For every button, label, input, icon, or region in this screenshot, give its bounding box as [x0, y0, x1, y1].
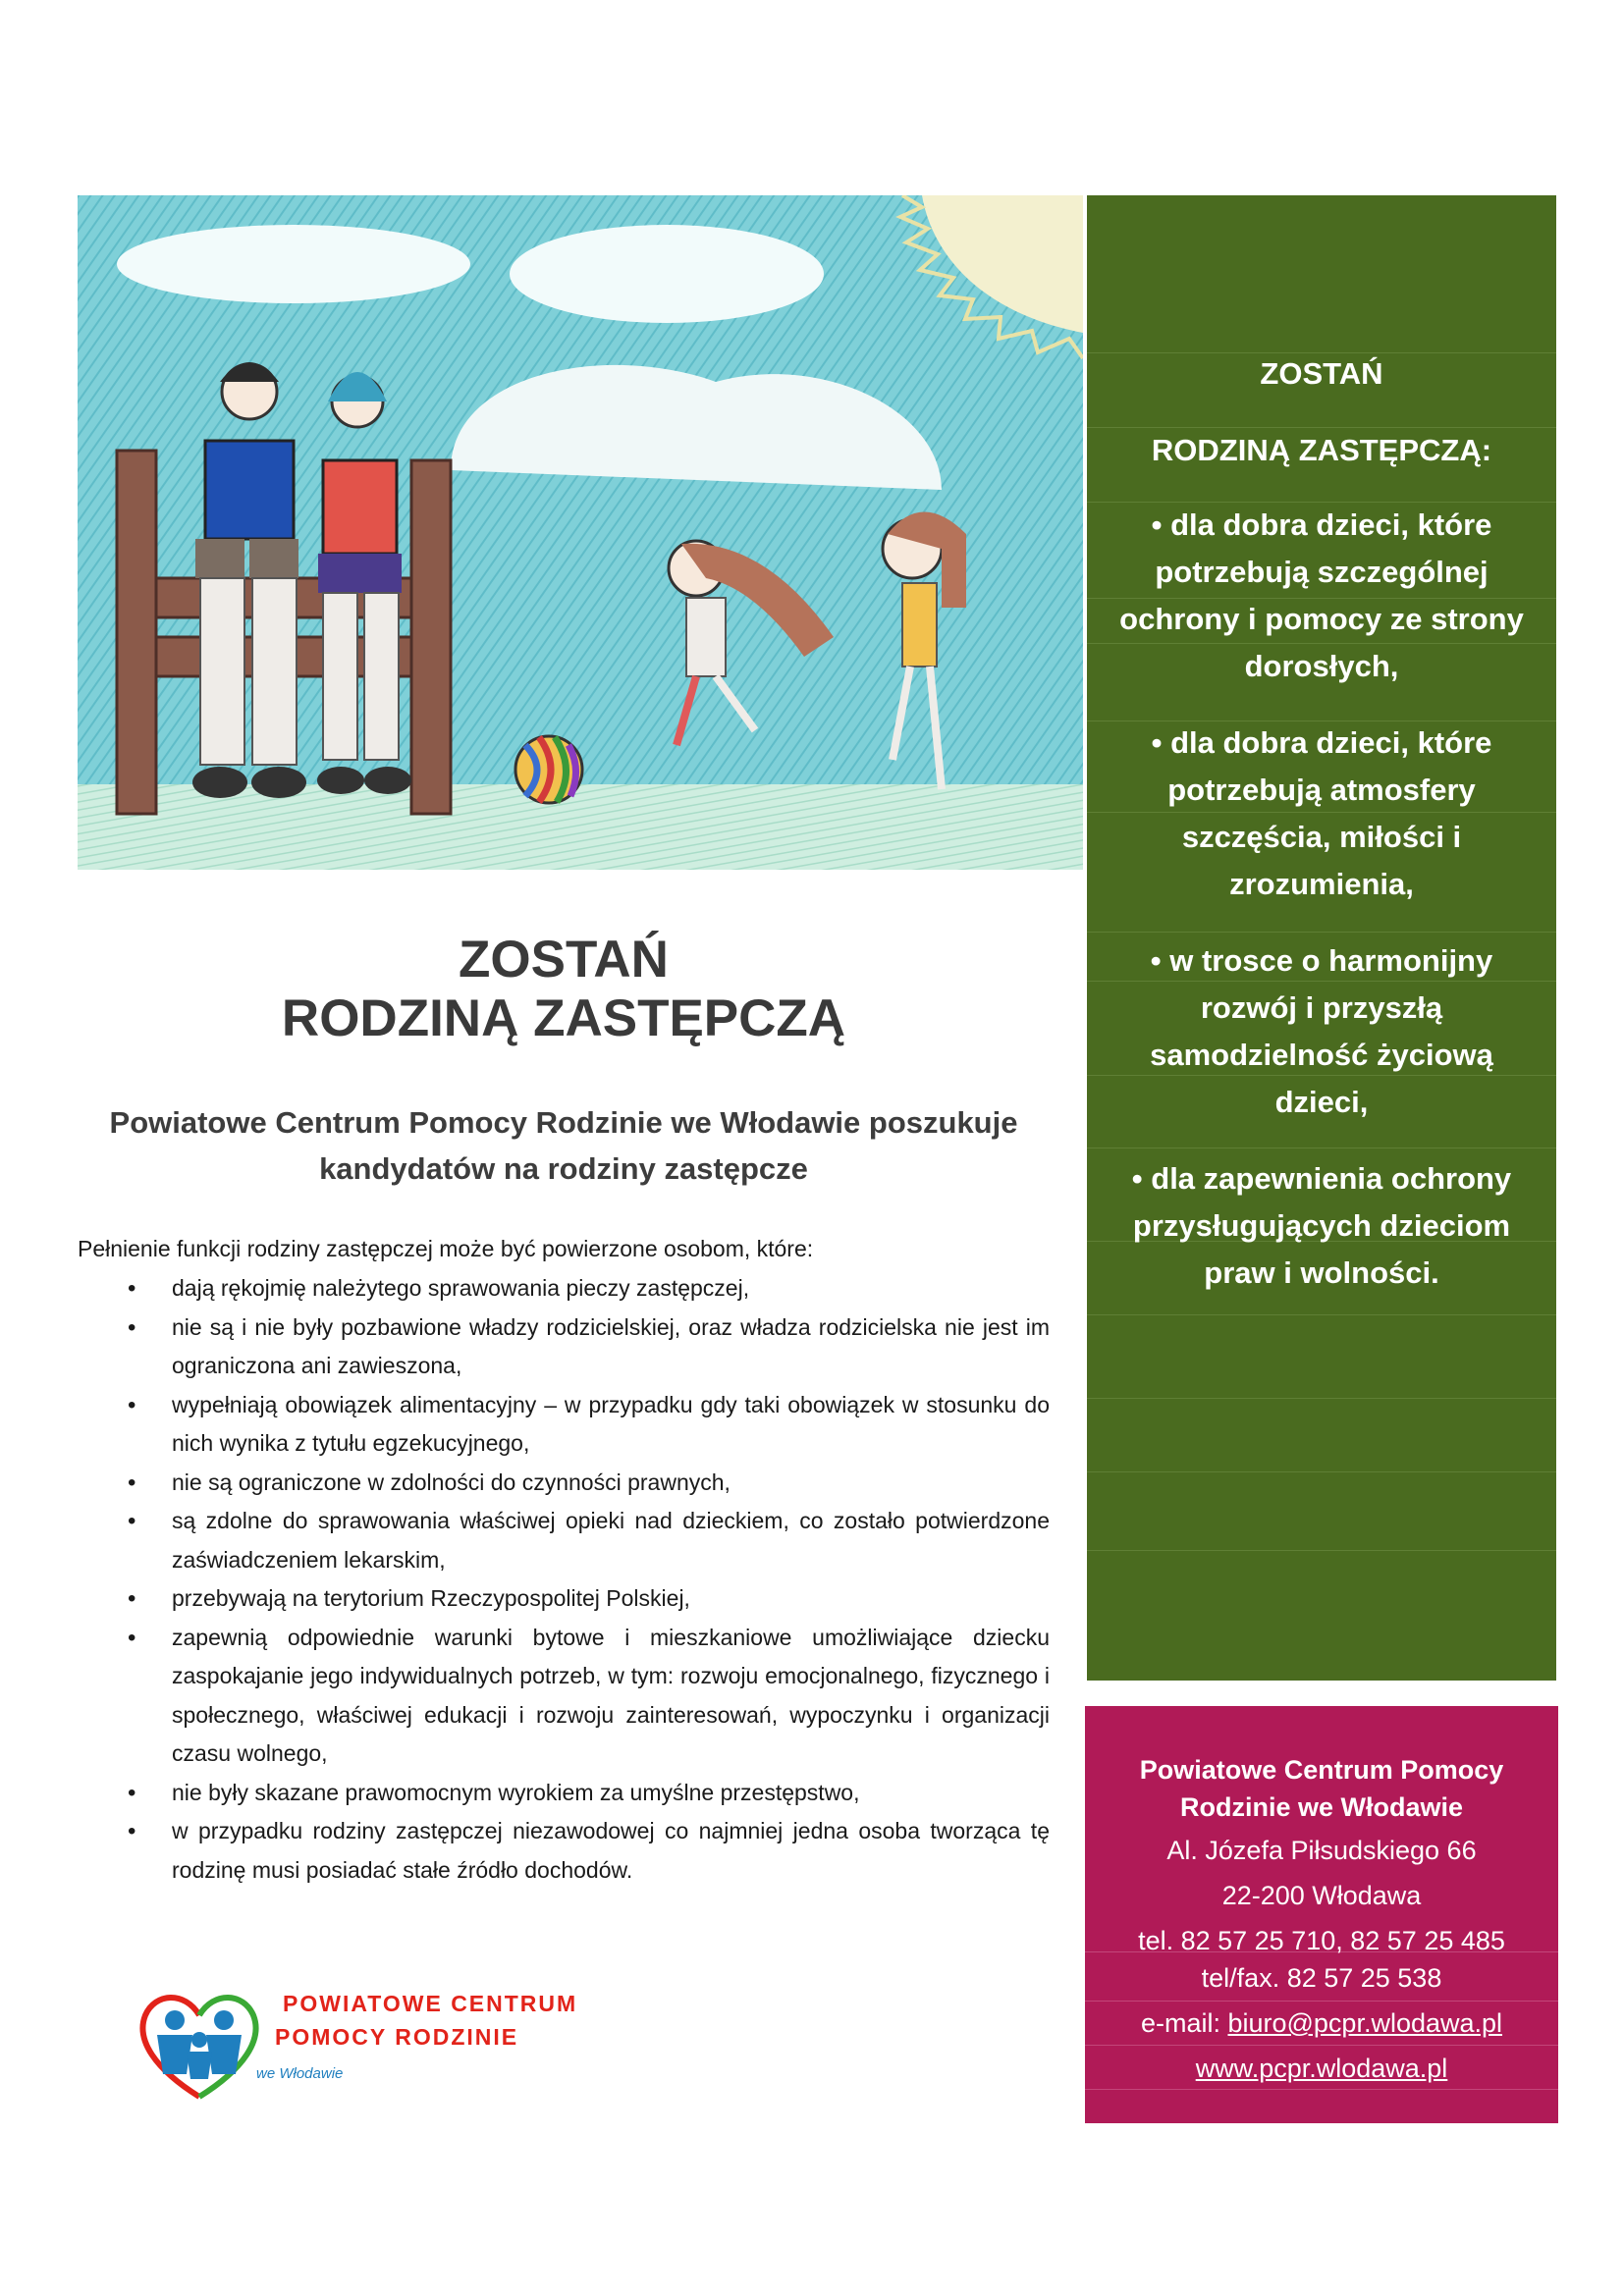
email-label: e-mail: — [1140, 2008, 1228, 2038]
reasons-panel — [1087, 195, 1556, 1681]
email-link[interactable]: biuro@pcpr.wlodawa.pl — [1227, 2008, 1503, 2038]
website-row — [1085, 2050, 1558, 2087]
ball-icon — [515, 736, 582, 803]
divider — [1087, 1398, 1556, 1399]
family-heart-icon — [135, 1981, 263, 2109]
list-item: • nie są ograniczone w zdolności do czynności prawnych, — [78, 1464, 1050, 1503]
family-drawing — [78, 195, 1083, 870]
divider — [1085, 2089, 1558, 2090]
title-line-2: RODZINĄ ZASTĘPCZĄ — [281, 989, 846, 1047]
list-item: • zapewnią odpowiednie warunki bytowe i mieszkaniowe umożliwiające dziecku zaspokajanie jego indywidualnych potrzeb, w tym: rozwoju emocjonalnego, fizycznego i społecznego, właściwej edukacji i rozwoju zainteresowań, wypoczynku i organizacji czasu wolnego, — [78, 1619, 1050, 1774]
phone: tel. 82 57 25 710, 82 57 25 485 — [1138, 1926, 1505, 1955]
city: 22-200 Włodawa — [1221, 1881, 1422, 1910]
list-item: • nie były skazane prawomocnym wyrokiem za umyślne przestępstwo, — [78, 1774, 1050, 1813]
divider — [1087, 1314, 1556, 1315]
intro-text: Pełnienie funkcji rodziny zastępczej może być powierzone osobom, które: — [78, 1236, 814, 1261]
reason-item: • dla zapewnienia ochrony przysługujących dzieciom praw i wolności. — [1131, 1161, 1512, 1290]
org-name-line-2: Rodzinie we Włodawie — [1179, 1792, 1464, 1822]
title-line-1: ZOSTAŃ — [459, 931, 669, 988]
address: Al. Józefa Piłsudskiego 66 — [1166, 1836, 1477, 1865]
org-name-line-1: Powiatowe Centrum Pomocy — [1139, 1755, 1504, 1785]
page-title — [78, 931, 1050, 1048]
contact-panel — [1085, 1706, 1558, 2123]
reason-item: • dla dobra dzieci, które potrzebują atmosfery szczęścia, miłości i zrozumienia, — [1151, 725, 1492, 901]
email-row — [1085, 2004, 1558, 2042]
divider — [1087, 1471, 1556, 1472]
list-item: • przebywają na terytorium Rzeczypospolitej Polskiej, — [78, 1579, 1050, 1619]
reason-item: • w trosce o harmonijny rozwój i przyszłą samodzielność życiową dzieci, — [1150, 943, 1493, 1119]
logo-text-line-3: we Włodawie — [256, 2065, 344, 2082]
reason-item: • dla dobra dzieci, które potrzebują szczególnej ochrony i pomocy ze strony dorosłych, — [1119, 507, 1524, 683]
website-link[interactable]: www.pcpr.wlodawa.pl — [1195, 2054, 1448, 2083]
list-item: • są zdolne do sprawowania właściwej opieki nad dzieckiem, co zostało potwierdzone zaświadczeniem lekarskim, — [78, 1502, 1050, 1579]
divider — [1087, 1550, 1556, 1551]
panel-title-line-1: ZOSTAŃ — [1260, 356, 1383, 391]
subtitle: Powiatowe Centrum Pomocy Rodzinie we Włodawie poszukuje kandydatów na rodziny zastępcze — [109, 1105, 1018, 1186]
logo-text-line-1: POWIATOWE CENTRUM — [283, 1991, 578, 2016]
fax: tel/fax. 82 57 25 538 — [1201, 1963, 1442, 1993]
requirements-list — [78, 1269, 1050, 1890]
pcpr-logo — [135, 1981, 607, 2109]
list-item: • dają rękojmię należytego sprawowania pieczy zastępczej, — [78, 1269, 1050, 1308]
panel-title-line-2: RODZINĄ ZASTĘPCZĄ: — [1151, 433, 1492, 467]
list-item: • w przypadku rodziny zastępczej niezawodowej co najmniej jedna osoba tworząca tę rodzinę musi posiadać stałe źródło dochodów. — [78, 1812, 1050, 1890]
list-item: • wypełniają obowiązek alimentacyjny – w przypadku gdy taki obowiązek w stosunku do nich wynika z tytułu egzekucyjnego, — [78, 1386, 1050, 1464]
logo-text-line-2: POMOCY RODZINIE — [275, 2024, 519, 2050]
list-item: • nie są i nie były pozbawione władzy rodzicielskiej, oraz władza rodzicielska nie jest im ograniczona ani zawieszona, — [78, 1308, 1050, 1386]
